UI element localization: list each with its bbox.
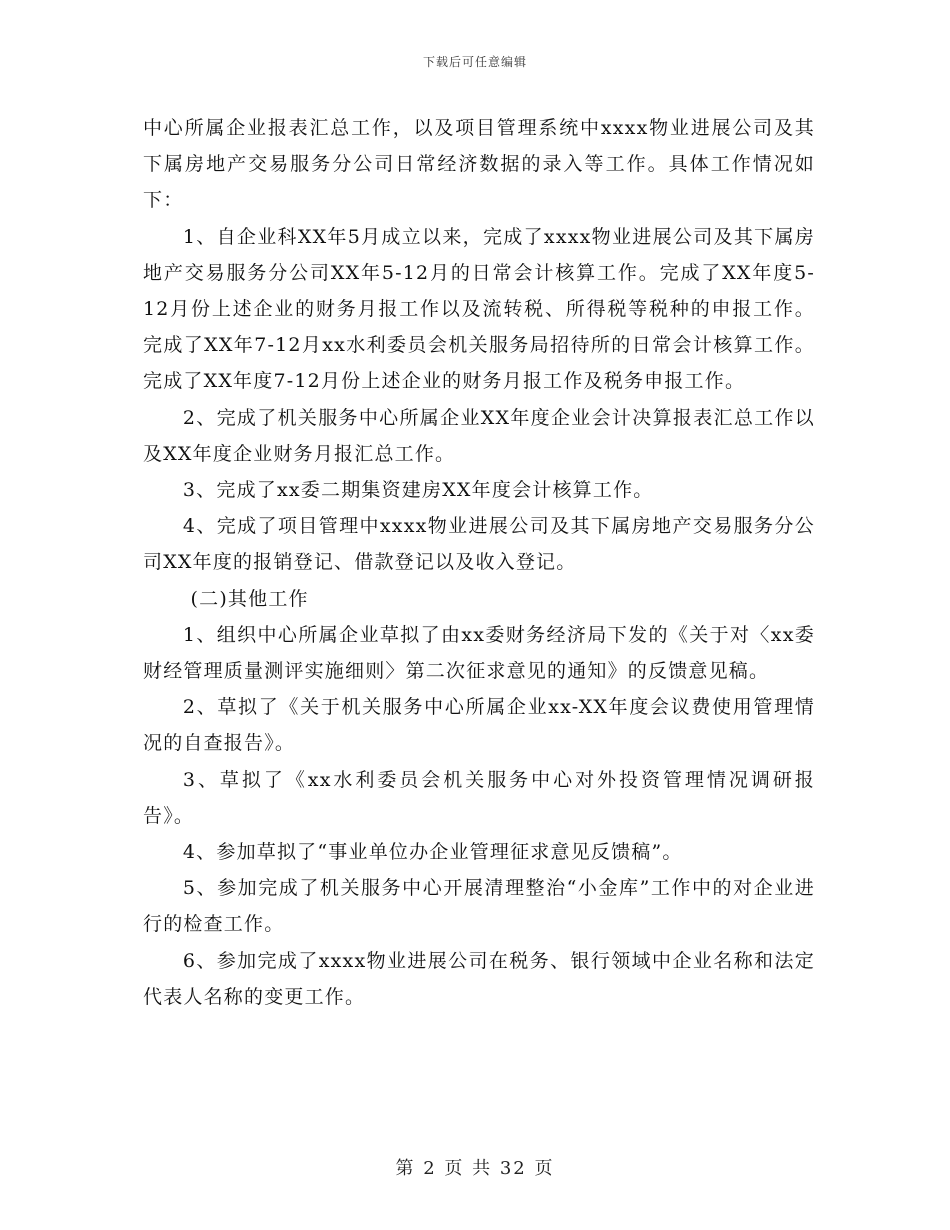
page-header: 下载后可任意编辑	[422, 55, 527, 69]
paragraph-intro-continuation: 中心所属企业报表汇总工作，以及项目管理系统中xxxx物业进展公司及其下属房地产交易服务分公司日常经济数据的录入等工作。具体工作情况如下：	[143, 117, 815, 212]
paragraph-item-4: 4、完成了项目管理中xxxx物业进展公司及其下属房地产交易服务分公司XX年度的报销登记、借款登记以及收入登记。	[143, 515, 815, 574]
page-number-footer: 第 2 页 共 32 页	[395, 1158, 555, 1179]
paragraph-other-5: 5、参加完成了机关服务中心开展清理整治“小金库”工作中的对企业进行的检查工作。	[143, 877, 815, 936]
paragraph-other-2: 2、草拟了《关于机关服务中心所属企业xx-XX年度会议费使用管理情况的自查报告》。	[143, 696, 815, 755]
paragraph-other-1: 1、组织中心所属企业草拟了由xx委财务经济局下发的《关于对〈xx委财经管理质量测评实施细则〉第二次征求意见的通知》的反馈意见稿。	[143, 623, 815, 683]
paragraph-other-4: 4、参加草拟了“事业单位办企业管理征求意见反馈稿”。	[182, 841, 683, 864]
paragraph-other-3: 3、草拟了《xx水利委员会机关服务中心对外投资管理情况调研报告》。	[143, 768, 815, 827]
paragraph-item-1: 1、自企业科XX年5月成立以来，完成了xxxx物业进展公司及其下属房地产交易服务分公司XX年5-12月的日常会计核算工作。完成了XX年度5-12月份上述企业的财务月报工作以及流转税、所得税等税种的申报工作。完成了XX年7-12月xx水利委员会机关服务局招待所的日常会计核算工作。完成了XX年度7-12月份上述企业的财务月报工作及税务申报工作。	[143, 225, 815, 393]
document-body	[143, 110, 815, 1015]
section-heading-other-work: (二)其他工作	[190, 587, 309, 610]
paragraph-item-2: 2、完成了机关服务中心所属企业XX年度企业会计决算报表汇总工作以及XX年度企业财务月报汇总工作。	[143, 406, 815, 465]
paragraph-item-3: 3、完成了xx委二期集资建房XX年度会计核算工作。	[182, 479, 654, 502]
paragraph-other-6: 6、参加完成了xxxx物业进展公司在税务、银行领域中企业名称和法定代表人名称的变更工作。	[143, 949, 815, 1008]
